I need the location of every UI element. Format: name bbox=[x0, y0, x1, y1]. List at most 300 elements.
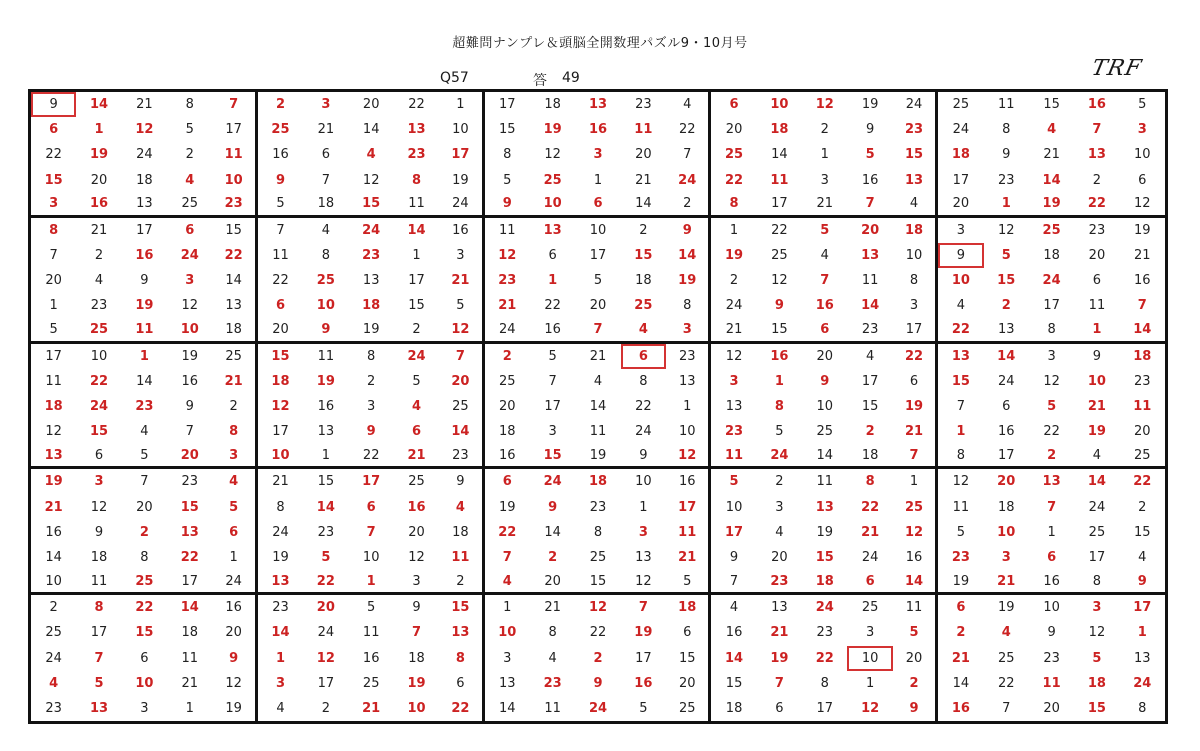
grid-cell-r16c25: 22 bbox=[1133, 474, 1152, 490]
grid-cell-r23c25: 13 bbox=[1134, 650, 1151, 666]
grid-cell-r5c16: 8 bbox=[711, 193, 756, 218]
grid-cell-r8c11: 23 bbox=[498, 273, 517, 289]
grid-cell-r17c23: 7 bbox=[1047, 499, 1057, 515]
grid-cell-r5c19: 7 bbox=[847, 193, 892, 218]
grid-cell-r18c13: 8 bbox=[593, 524, 603, 540]
grid-cell-r13c20: 19 bbox=[893, 394, 938, 419]
grid-cell-r9c20: 3 bbox=[893, 293, 938, 318]
grid-cell-r10c20: 17 bbox=[893, 318, 938, 343]
grid-cell-r6c3: 17 bbox=[136, 222, 153, 238]
grid-cell-r15c8: 22 bbox=[349, 444, 394, 469]
grid-cell-r3c6: 16 bbox=[272, 147, 289, 163]
grid-cell-r15c6: 10 bbox=[258, 444, 303, 469]
grid-cell-r2c10: 10 bbox=[439, 117, 484, 142]
grid-cell-r6c4: 6 bbox=[185, 222, 195, 238]
grid-cell-r3c7: 6 bbox=[321, 147, 330, 163]
grid-cell-r9c25: 7 bbox=[1137, 298, 1147, 314]
grid-cell-r18c4: 13 bbox=[180, 524, 199, 540]
grid-cell-r2c8: 14 bbox=[362, 122, 380, 138]
grid-cell-r2c15: 22 bbox=[666, 117, 711, 142]
grid-cell-r20c11: 4 bbox=[485, 570, 530, 595]
grid-cell-r11c5: 25 bbox=[212, 344, 257, 369]
grid-cell-r25c16: 18 bbox=[725, 700, 743, 716]
grid-cell-r6c19: 20 bbox=[861, 222, 880, 238]
grid-cell-r10c10: 12 bbox=[439, 318, 484, 343]
grid-cell-r13c14: 22 bbox=[635, 398, 652, 414]
grid-cell-r20c14: 12 bbox=[621, 570, 666, 595]
grid-cell-r14c9: 6 bbox=[412, 424, 422, 440]
grid-cell-r18c16: 17 bbox=[725, 524, 744, 540]
grid-cell-r12c15: 13 bbox=[666, 369, 711, 394]
grid-cell-r12c23: 12 bbox=[1043, 373, 1060, 389]
grid-cell-r3c15: 7 bbox=[666, 142, 711, 167]
grid-cell-r10c23: 8 bbox=[1029, 318, 1074, 343]
grid-cell-r4c14: 21 bbox=[635, 172, 652, 188]
grid-cell-r2c20: 23 bbox=[893, 117, 938, 142]
grid-cell-r10c16: 21 bbox=[711, 318, 756, 343]
grid-cell-r2c19: 9 bbox=[866, 122, 875, 138]
grid-cell-r19c15: 21 bbox=[666, 545, 711, 570]
grid-cell-r7c6: 11 bbox=[272, 248, 289, 264]
grid-cell-r1c6: 2 bbox=[275, 97, 285, 113]
grid-cell-r1c24: 16 bbox=[1087, 97, 1106, 113]
grid-cell-r7c8: 23 bbox=[362, 248, 381, 264]
grid-cell-r11c24: 9 bbox=[1092, 348, 1102, 364]
grid-cell-r4c19: 16 bbox=[861, 172, 879, 188]
grid-cell-r19c6: 19 bbox=[272, 549, 289, 565]
grid-cell-r20c24: 8 bbox=[1074, 570, 1119, 595]
grid-cell-r11c8: 8 bbox=[367, 348, 376, 364]
grid-cell-r13c18: 10 bbox=[816, 398, 834, 414]
grid-cell-r1c3: 21 bbox=[136, 97, 153, 113]
grid-cell-r14c19: 2 bbox=[865, 424, 875, 440]
grid-cell-r3c3: 24 bbox=[136, 147, 153, 163]
grid-cell-r8c6: 22 bbox=[272, 273, 289, 289]
grid-cell-r13c7: 16 bbox=[317, 398, 335, 414]
grid-cell-r14c6: 17 bbox=[272, 424, 289, 440]
grid-cell-r22c17: 21 bbox=[770, 625, 789, 641]
grid-cell-r6c24: 23 bbox=[1088, 222, 1106, 238]
grid-cell-r3c18: 1 bbox=[820, 147, 829, 163]
grid-cell-r23c23: 23 bbox=[1043, 650, 1060, 666]
grid-cell-r7c18: 4 bbox=[820, 248, 829, 264]
grid-cell-r8c23: 24 bbox=[1042, 273, 1061, 289]
grid-cell-r19c9: 12 bbox=[408, 549, 425, 565]
answer-value: 49 bbox=[562, 70, 580, 86]
grid-cell-r19c3: 8 bbox=[140, 549, 149, 565]
grid-cell-r12c8: 2 bbox=[367, 373, 376, 389]
grid-cell-r24c16: 15 bbox=[725, 675, 743, 691]
grid-cell-r22c1: 25 bbox=[45, 625, 62, 641]
grid-cell-r22c19: 3 bbox=[866, 625, 875, 641]
grid-cell-r2c3: 12 bbox=[135, 122, 154, 138]
grid-cell-r18c22: 10 bbox=[997, 524, 1016, 540]
grid-cell-r15c5: 3 bbox=[212, 444, 257, 469]
grid-cell-r6c17: 22 bbox=[771, 222, 788, 238]
grid-cell-r16c20: 1 bbox=[893, 469, 938, 494]
grid-cell-r4c5: 10 bbox=[212, 167, 257, 192]
grid-cell-r14c7: 13 bbox=[317, 424, 335, 440]
grid-cell-r22c2: 17 bbox=[90, 625, 108, 641]
grid-cell-r25c9: 10 bbox=[407, 700, 426, 716]
grid-cell-r8c5: 14 bbox=[212, 268, 257, 293]
grid-cell-r11c23: 3 bbox=[1047, 348, 1056, 364]
grid-cell-r10c3: 11 bbox=[122, 318, 167, 343]
grid-cell-r22c6: 14 bbox=[271, 625, 290, 641]
number-grid bbox=[28, 89, 1168, 724]
grid-cell-r18c24: 25 bbox=[1088, 524, 1106, 540]
grid-cell-r18c3: 2 bbox=[139, 524, 149, 540]
grid-cell-r15c25: 25 bbox=[1120, 444, 1165, 469]
grid-cell-r2c22: 8 bbox=[1002, 122, 1011, 138]
grid-cell-r11c3: 1 bbox=[139, 348, 149, 364]
grid-cell-r12c24: 10 bbox=[1087, 373, 1106, 389]
grid-cell-r19c17: 20 bbox=[771, 549, 788, 565]
grid-cell-r7c24: 20 bbox=[1088, 248, 1106, 264]
grid-cell-r23c10: 8 bbox=[439, 646, 484, 671]
grid-cell-r17c14: 1 bbox=[639, 499, 648, 515]
grid-cell-r9c7: 10 bbox=[316, 298, 335, 314]
grid-cell-r25c24: 15 bbox=[1087, 700, 1106, 716]
grid-cell-r4c2: 20 bbox=[90, 172, 108, 188]
grid-cell-r5c24: 22 bbox=[1074, 193, 1119, 218]
grid-cell-r5c22: 1 bbox=[984, 193, 1029, 218]
grid-cell-r17c3: 20 bbox=[136, 499, 153, 515]
grid-cell-r9c3: 19 bbox=[135, 298, 154, 314]
grid-cell-r19c16: 9 bbox=[729, 549, 739, 565]
grid-cell-r3c9: 23 bbox=[407, 147, 426, 163]
grid-cell-r20c23: 16 bbox=[1029, 570, 1074, 595]
grid-cell-r16c19: 8 bbox=[865, 474, 875, 490]
grid-cell-r1c4: 8 bbox=[185, 97, 194, 113]
grid-cell-r25c23: 20 bbox=[1043, 700, 1060, 716]
grid-cell-r10c12: 16 bbox=[530, 318, 575, 343]
grid-cell-r7c15: 14 bbox=[666, 243, 711, 268]
grid-cell-r23c17: 19 bbox=[770, 650, 789, 666]
grid-cell-r9c12: 22 bbox=[544, 298, 561, 314]
grid-cell-r21c3: 22 bbox=[135, 600, 154, 616]
grid-cell-r12c12: 7 bbox=[548, 373, 557, 389]
grid-cell-r23c4: 11 bbox=[181, 650, 199, 666]
grid-cell-r15c18: 14 bbox=[802, 444, 847, 469]
grid-cell-r1c17: 10 bbox=[770, 97, 789, 113]
grid-cell-r10c5: 18 bbox=[212, 318, 257, 343]
grid-cell-r20c21: 19 bbox=[938, 570, 983, 595]
grid-cell-r25c12: 11 bbox=[544, 700, 561, 716]
grid-cell-r15c23: 2 bbox=[1029, 444, 1074, 469]
grid-cell-r7c7: 8 bbox=[321, 248, 330, 264]
grid-cell-r15c22: 17 bbox=[984, 444, 1029, 469]
grid-cell-r21c18: 24 bbox=[815, 600, 834, 616]
grid-cell-r18c17: 4 bbox=[775, 524, 784, 540]
grid-cell-r5c17: 17 bbox=[757, 193, 802, 218]
grid-cell-r12c14: 8 bbox=[639, 373, 648, 389]
grid-cell-r20c10: 2 bbox=[439, 570, 484, 595]
grid-cell-r19c24: 17 bbox=[1088, 549, 1106, 565]
grid-cell-r6c22: 12 bbox=[997, 222, 1015, 238]
grid-cell-r3c12: 12 bbox=[544, 147, 561, 163]
grid-cell-r18c14: 3 bbox=[638, 524, 648, 540]
grid-cell-r4c8: 12 bbox=[362, 172, 380, 188]
grid-cell-r14c4: 7 bbox=[185, 424, 194, 440]
grid-cell-r16c11: 6 bbox=[502, 474, 512, 490]
grid-cell-r11c4: 19 bbox=[181, 348, 199, 364]
grid-cell-r10c1: 5 bbox=[31, 318, 76, 343]
grid-cell-r17c22: 18 bbox=[997, 499, 1015, 515]
grid-cell-r12c1: 11 bbox=[45, 373, 62, 389]
grid-cell-r18c6: 24 bbox=[272, 524, 289, 540]
grid-cell-r24c11: 13 bbox=[499, 675, 516, 691]
grid-cell-r22c24: 12 bbox=[1088, 625, 1106, 641]
grid-cell-r14c13: 11 bbox=[589, 424, 607, 440]
grid-cell-r5c6: 5 bbox=[258, 193, 303, 218]
grid-cell-r9c13: 20 bbox=[589, 298, 607, 314]
grid-cell-r20c15: 5 bbox=[666, 570, 711, 595]
grid-cell-r4c18: 3 bbox=[820, 172, 829, 188]
grid-cell-r2c13: 16 bbox=[588, 122, 608, 138]
grid-cell-r18c1: 16 bbox=[45, 524, 62, 540]
grid-cell-r15c1: 13 bbox=[31, 444, 76, 469]
grid-cell-r24c18: 8 bbox=[820, 675, 829, 691]
grid-cell-r12c21: 15 bbox=[951, 373, 970, 389]
grid-cell-r13c6: 12 bbox=[271, 398, 290, 414]
grid-cell-r20c7: 22 bbox=[303, 570, 348, 595]
grid-cell-r10c14: 4 bbox=[621, 318, 666, 343]
grid-cell-r11c14: 6 bbox=[621, 344, 666, 369]
grid-cell-r14c5: 8 bbox=[212, 419, 257, 444]
grid-cell-r21c15: 18 bbox=[666, 595, 711, 620]
grid-cell-r6c5: 15 bbox=[212, 218, 257, 243]
grid-cell-r21c25: 17 bbox=[1133, 600, 1152, 616]
grid-cell-r14c10: 14 bbox=[439, 419, 484, 444]
grid-cell-r3c1: 22 bbox=[45, 147, 62, 163]
grid-cell-r1c15: 4 bbox=[666, 92, 711, 117]
grid-cell-r21c16: 4 bbox=[729, 600, 739, 616]
grid-cell-r17c4: 15 bbox=[180, 499, 199, 515]
grid-cell-r18c10: 18 bbox=[439, 520, 484, 545]
grid-cell-r11c20: 22 bbox=[893, 344, 938, 369]
grid-cell-r24c19: 1 bbox=[866, 675, 875, 691]
grid-cell-r21c7: 20 bbox=[316, 600, 335, 616]
grid-cell-r21c17: 13 bbox=[771, 600, 788, 616]
grid-cell-r22c14: 19 bbox=[634, 625, 653, 641]
grid-cell-r3c8: 4 bbox=[366, 147, 376, 163]
grid-cell-r10c6: 20 bbox=[258, 318, 303, 343]
grid-cell-r4c24: 2 bbox=[1092, 172, 1102, 188]
grid-cell-r22c21: 2 bbox=[956, 625, 966, 641]
grid-cell-r20c13: 15 bbox=[575, 570, 620, 595]
grid-cell-r22c22: 4 bbox=[1001, 625, 1011, 641]
grid-cell-r24c4: 21 bbox=[181, 675, 199, 691]
grid-cell-r9c17: 9 bbox=[774, 298, 784, 314]
grid-cell-r1c22: 11 bbox=[997, 97, 1015, 113]
grid-cell-r13c8: 3 bbox=[367, 398, 376, 414]
grid-cell-r22c8: 11 bbox=[362, 625, 380, 641]
grid-cell-r19c18: 15 bbox=[815, 549, 834, 565]
grid-cell-r13c1: 18 bbox=[44, 398, 63, 414]
grid-cell-r25c2: 13 bbox=[89, 700, 109, 716]
grid-cell-r23c5: 9 bbox=[212, 646, 257, 671]
grid-cell-r2c18: 2 bbox=[820, 122, 829, 138]
grid-cell-r20c8: 1 bbox=[349, 570, 394, 595]
grid-cell-r24c7: 17 bbox=[317, 675, 335, 691]
grid-cell-r5c9: 11 bbox=[394, 193, 439, 218]
grid-cell-r8c14: 18 bbox=[635, 273, 652, 289]
grid-cell-r3c4: 2 bbox=[185, 147, 194, 163]
grid-cell-r21c6: 23 bbox=[272, 600, 289, 616]
grid-cell-r8c2: 4 bbox=[94, 273, 104, 289]
page-title: 超難問ナンプレ＆頭脳全開数理パズル9・10月号 bbox=[452, 36, 748, 51]
grid-cell-r20c12: 20 bbox=[530, 570, 575, 595]
grid-cell-r6c23: 25 bbox=[1042, 222, 1061, 238]
grid-cell-r2c9: 13 bbox=[407, 122, 426, 138]
grid-cell-r25c3: 3 bbox=[140, 700, 149, 716]
grid-cell-r24c12: 23 bbox=[543, 675, 562, 691]
grid-cell-r16c22: 20 bbox=[997, 474, 1016, 490]
grid-cell-r4c3: 18 bbox=[136, 172, 153, 188]
grid-cell-r20c1: 10 bbox=[31, 570, 76, 595]
grid-cell-r7c4: 24 bbox=[180, 248, 199, 264]
grid-cell-r23c21: 21 bbox=[951, 650, 970, 666]
grid-cell-r19c14: 13 bbox=[635, 549, 652, 565]
grid-cell-r20c5: 24 bbox=[212, 570, 257, 595]
grid-cell-r7c2: 2 bbox=[94, 248, 104, 264]
grid-cell-r22c23: 9 bbox=[1047, 625, 1056, 641]
grid-cell-r13c11: 20 bbox=[499, 398, 516, 414]
grid-cell-r25c15: 25 bbox=[666, 696, 711, 721]
grid-cell-r24c25: 24 bbox=[1133, 675, 1152, 691]
grid-cell-r22c11: 10 bbox=[498, 625, 517, 641]
grid-cell-r18c5: 6 bbox=[212, 520, 257, 545]
grid-cell-r4c4: 4 bbox=[185, 172, 195, 188]
grid-cell-r12c2: 22 bbox=[89, 373, 109, 389]
grid-cell-r14c25: 20 bbox=[1134, 424, 1151, 440]
grid-cell-r21c9: 9 bbox=[412, 600, 421, 616]
grid-cell-r11c13: 21 bbox=[589, 348, 607, 364]
grid-cell-r9c5: 13 bbox=[212, 293, 257, 318]
grid-cell-r23c16: 14 bbox=[725, 650, 744, 666]
grid-cell-r9c21: 4 bbox=[956, 298, 965, 314]
grid-cell-r17c20: 25 bbox=[893, 495, 938, 520]
grid-cell-r5c21: 20 bbox=[938, 193, 983, 218]
grid-cell-r19c13: 25 bbox=[589, 549, 607, 565]
grid-cell-r3c16: 25 bbox=[725, 147, 744, 163]
grid-cell-r12c9: 5 bbox=[412, 373, 421, 389]
grid-cell-r16c9: 25 bbox=[408, 474, 425, 490]
grid-cell-r17c8: 6 bbox=[366, 499, 376, 515]
grid-cell-r25c20: 9 bbox=[893, 696, 938, 721]
grid-cell-r4c22: 23 bbox=[997, 172, 1015, 188]
grid-cell-r5c4: 25 bbox=[167, 193, 212, 218]
grid-cell-r11c11: 2 bbox=[502, 348, 512, 364]
grid-cell-r5c1: 3 bbox=[31, 193, 76, 218]
grid-cell-r10c18: 6 bbox=[802, 318, 847, 343]
grid-cell-r17c6: 8 bbox=[276, 499, 285, 515]
grid-cell-r24c13: 9 bbox=[593, 675, 603, 691]
answer-label: 答 bbox=[533, 73, 547, 89]
grid-cell-r9c24: 11 bbox=[1088, 298, 1106, 314]
grid-cell-r17c9: 16 bbox=[407, 499, 426, 515]
grid-cell-r10c22: 13 bbox=[984, 318, 1029, 343]
grid-cell-r6c15: 9 bbox=[666, 218, 711, 243]
grid-cell-r18c25: 15 bbox=[1134, 524, 1151, 540]
grid-cell-r11c16: 12 bbox=[725, 348, 743, 364]
grid-cell-r7c14: 15 bbox=[634, 248, 653, 264]
grid-cell-r25c22: 7 bbox=[1002, 700, 1011, 716]
grid-cell-r11c1: 17 bbox=[45, 348, 62, 364]
grid-cell-r9c18: 16 bbox=[815, 298, 834, 314]
grid-cell-r13c12: 17 bbox=[544, 398, 561, 414]
grid-cell-r22c3: 15 bbox=[135, 625, 154, 641]
grid-cell-r3c2: 19 bbox=[89, 147, 109, 163]
grid-cell-r10c25: 14 bbox=[1120, 318, 1165, 343]
grid-cell-r24c22: 22 bbox=[997, 675, 1015, 691]
grid-cell-r21c21: 6 bbox=[956, 600, 966, 616]
grid-cell-r11c6: 15 bbox=[271, 348, 290, 364]
grid-cell-r17c21: 11 bbox=[952, 499, 970, 515]
grid-cell-r3c14: 20 bbox=[635, 147, 652, 163]
grid-cell-r12c25: 23 bbox=[1134, 373, 1151, 389]
grid-cell-r22c4: 18 bbox=[181, 625, 199, 641]
grid-cell-r14c14: 24 bbox=[635, 424, 652, 440]
grid-cell-r4c23: 14 bbox=[1042, 172, 1061, 188]
grid-cell-r24c21: 14 bbox=[952, 675, 970, 691]
grid-cell-r12c3: 14 bbox=[136, 373, 153, 389]
grid-cell-r19c23: 6 bbox=[1047, 549, 1057, 565]
grid-cell-r1c11: 17 bbox=[499, 97, 516, 113]
grid-cell-r15c24: 4 bbox=[1074, 444, 1119, 469]
grid-cell-r13c3: 23 bbox=[135, 398, 154, 414]
grid-cell-r2c17: 18 bbox=[770, 122, 789, 138]
grid-cell-r7c5: 22 bbox=[212, 243, 257, 268]
grid-cell-r23c12: 4 bbox=[548, 650, 557, 666]
grid-cell-r22c18: 23 bbox=[816, 625, 834, 641]
grid-cell-r13c4: 9 bbox=[185, 398, 194, 414]
grid-cell-r25c14: 5 bbox=[639, 700, 648, 716]
grid-cell-r3c25: 10 bbox=[1134, 147, 1151, 163]
grid-cell-r22c16: 16 bbox=[725, 625, 743, 641]
grid-cell-r15c7: 1 bbox=[303, 444, 348, 469]
grid-cell-r1c9: 22 bbox=[408, 97, 425, 113]
grid-cell-r6c2: 21 bbox=[90, 222, 108, 238]
grid-cell-r23c22: 25 bbox=[997, 650, 1015, 666]
grid-cell-r17c2: 12 bbox=[90, 499, 108, 515]
grid-cell-r4c16: 22 bbox=[725, 172, 744, 188]
grid-cell-r16c15: 16 bbox=[666, 469, 711, 494]
grid-cell-r14c17: 5 bbox=[775, 424, 784, 440]
grid-cell-r7c20: 10 bbox=[893, 243, 938, 268]
grid-cell-r15c4: 20 bbox=[167, 444, 212, 469]
grid-cell-r6c11: 11 bbox=[499, 222, 516, 238]
grid-cell-r4c13: 1 bbox=[593, 172, 603, 188]
grid-cell-r21c23: 10 bbox=[1043, 600, 1060, 616]
grid-cell-r9c6: 6 bbox=[275, 298, 285, 314]
grid-cell-r16c5: 4 bbox=[212, 469, 257, 494]
grid-cell-r9c9: 15 bbox=[408, 298, 425, 314]
grid-cell-r5c18: 21 bbox=[802, 193, 847, 218]
grid-cell-r5c12: 10 bbox=[530, 193, 575, 218]
grid-cell-r8c15: 19 bbox=[666, 268, 711, 293]
grid-cell-r8c13: 5 bbox=[593, 273, 603, 289]
grid-cell-r23c8: 16 bbox=[362, 650, 380, 666]
grid-cell-r9c8: 18 bbox=[362, 298, 381, 314]
grid-cell-r6c21: 3 bbox=[956, 222, 965, 238]
grid-cell-r5c15: 2 bbox=[666, 193, 711, 218]
grid-cell-r23c11: 3 bbox=[503, 650, 512, 666]
grid-cell-r16c1: 19 bbox=[44, 474, 63, 490]
grid-cell-r19c25: 4 bbox=[1138, 549, 1147, 565]
grid-cell-r18c7: 23 bbox=[317, 524, 335, 540]
